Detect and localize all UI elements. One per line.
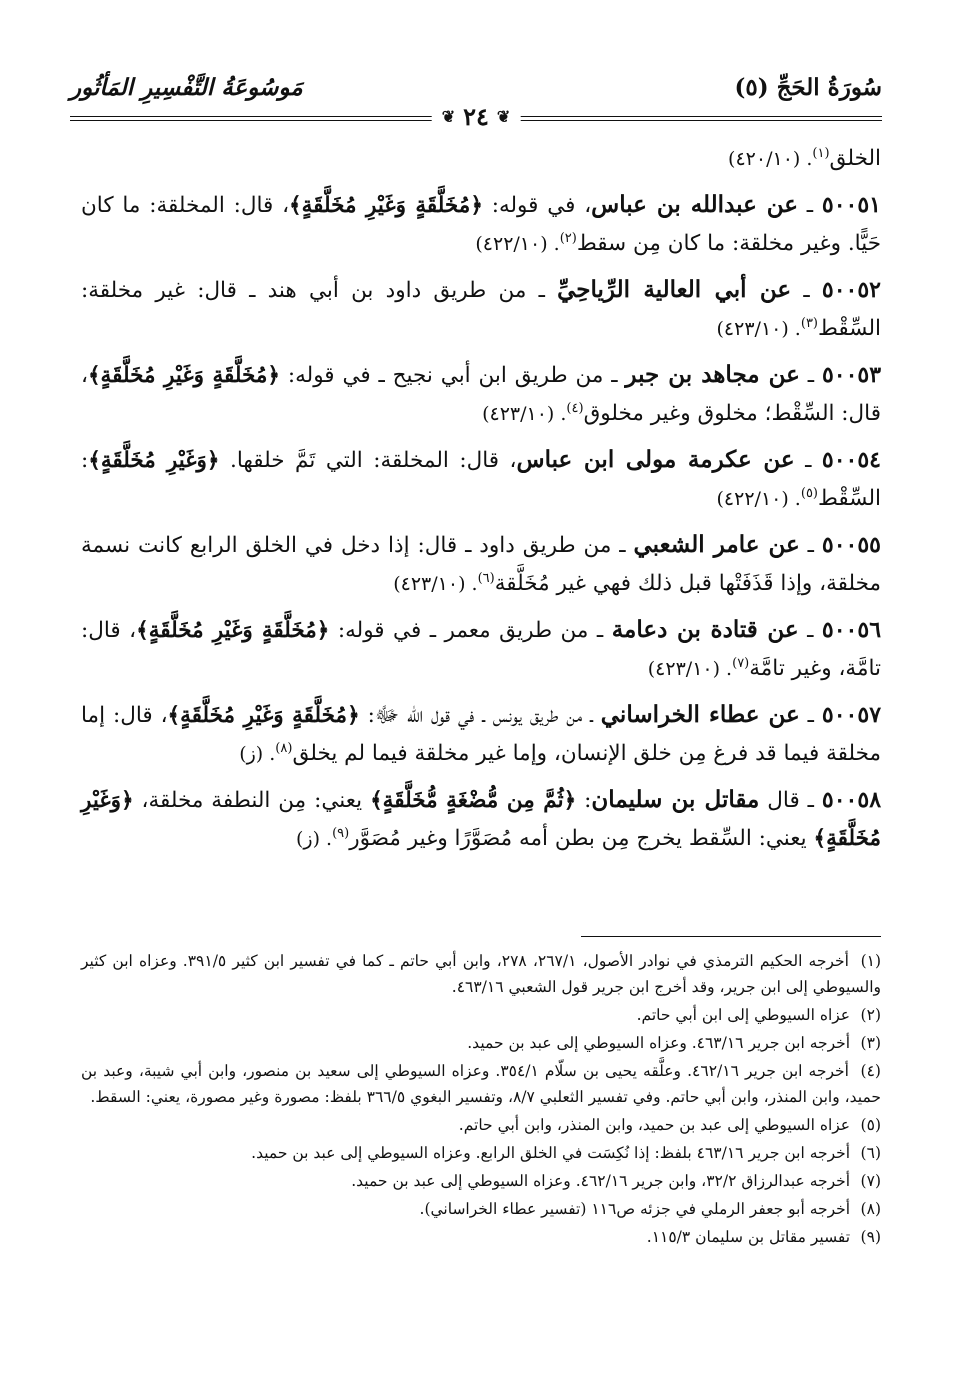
entry-50054: ٥٠٠٥٤ ـ عن عكرمة مولى ابن عباس، قال: المخلقة: التي تَمَّ خلقها. ﴿وَغَيْرِ مُخَلَّقَةٍ﴾: السِّقْط$^{(٥)}$. (٤٢٢/١٠) bbox=[81, 446, 881, 511]
narrator: عن مجاهد بن جبر bbox=[625, 361, 800, 388]
footnote-ref[interactable]: (٦) bbox=[477, 570, 495, 586]
footnote-8: (٨) أخرجه أبو جعفر الرملي في جزئه ص١١٦ (تفسير عطاء الخراساني). bbox=[81, 1196, 881, 1222]
entry-50051: ٥٠٠٥١ ـ عن عبدالله بن عباس، في قوله: ﴿مُخَلَّقَةٍ وَغَيْرِ مُخَلَّقَةٍ﴾، قال: المخلقة: ما كان حَيًّا. وغير مخلقة: ما كان مِن سقط$^{(٢)}$. (٤٢٢/١٠) bbox=[81, 191, 881, 256]
citation: . (٤٢٢/١٠) bbox=[716, 488, 801, 510]
entry-50056: ٥٠٠٥٦ ـ عن قتادة بن دعامة ـ من طريق معمر ـ في قوله: ﴿مُخَلَّقَةٍ وَغَيْرِ مُخَلَّقَةٍ﴾، قال: تامَّة، وغير تامَّة$^{(٧)}$. (٤٢٣/١٠) bbox=[81, 616, 882, 681]
book-title: مَوسُوعَةُ التَّفْسِيرِ المَأثُور bbox=[70, 74, 303, 101]
entry-number: ٥٠٠٥٦ bbox=[821, 617, 882, 643]
footnote-mark: (٨) bbox=[860, 1200, 881, 1218]
citation: . (ز) bbox=[296, 828, 333, 850]
footnote-mark: (٣) bbox=[860, 1034, 881, 1052]
ornament-icon: ❦ bbox=[441, 107, 456, 126]
footnote-5: (٥) عزاه السيوطي إلى عبد بن حميد، وابن المنذر، وابن أبي حاتم. bbox=[81, 1112, 881, 1138]
surah-title: سُورَةُ الحَجِّ (٥) bbox=[734, 74, 882, 101]
citation: . (٤٢٣/١٠) bbox=[482, 403, 567, 425]
entry-50053: ٥٠٠٥٣ ـ عن مجاهد بن جبر ـ من طريق ابن أبي نجيح ـ في قوله: ﴿مُخَلَّقَةٍ وَغَيْرِ مُخَلَّقَةٍ﴾، قال: السِّقْط؛ مخلوق وغير مخلوق$^{(٤)}$. (٤٢٣/١٠) bbox=[81, 361, 882, 426]
footnote-ref[interactable]: (٨) bbox=[275, 740, 293, 756]
main-text bbox=[81, 140, 881, 866]
footnote-9: (٩) تفسير مقاتل بن سليمان ١١٥/٣. bbox=[81, 1224, 881, 1250]
footnote-mark: (٧) bbox=[860, 1172, 881, 1190]
footnote-1: (١) أخرجه الحكيم الترمذي في نوادر الأصول، ٢٦٧/١، ٢٧٨، وابن أبي حاتم ـ كما في تفسير ابن كثير ٣٩١/٥. وعزاه ابن كثير والسيوطي إلى ابن جرير، وقد أخرج ابن جرير قول الشعبي ٤٦٣/١٦. bbox=[81, 948, 881, 1000]
footnote-mark: (١) bbox=[860, 952, 882, 970]
entry-50058: ٥٠٠٥٨ ـ قال مقاتل بن سليمان: ﴿ثُمَّ مِن مُّضْغَةٍ مُّخَلَّقَةٍ﴾ يعني: مِن النطفة مخلقة، ﴿وَغَيْرِ مُخَلَّقَةٍ﴾ يعني: السِّقط يخرج مِن بطن أمه مُصَوَّرًا وغير مُصَوَّر$^{(٩)}$. (ز) bbox=[81, 786, 882, 851]
footnote-mark: (٥) bbox=[860, 1116, 881, 1134]
entry-number: ٥٠٠٥٥ bbox=[821, 532, 881, 558]
entry-50055: ٥٠٠٥٥ ـ عن عامر الشعبي ـ من طريق داود ـ قال: إذا دخل في الخلق الرابع كانت نسمة مخلقة، وإذا قَذَفَتْها قبل ذلك فهي غير مُخَلَّقة$^{(٦)}$. (٤٢٣/١٠) bbox=[81, 531, 881, 596]
footnote-ref[interactable]: (٩) bbox=[332, 825, 350, 841]
entry-number: ٥٠٠٥٢ bbox=[821, 277, 881, 303]
citation: . (٤٢٣/١٠) bbox=[716, 318, 801, 340]
footnote-3: (٣) أخرجه ابن جرير ٤٦٣/١٦. وعزاه السيوطي إلى عبد بن حميد. bbox=[81, 1030, 881, 1056]
quran-quote: ﴿وَغَيْرِ مُخَلَّقَةٍ﴾ bbox=[88, 448, 220, 473]
citation: . (٤٢٢/١٠) bbox=[475, 233, 560, 255]
entry-number: ٥٠٠٥١ bbox=[821, 192, 881, 218]
footnote-7: (٧) أخرجه عبدالرزاق ٣٢/٢، وابن جرير ٤٦٢/١٦. وعزاه السيوطي إلى عبد بن حميد. bbox=[81, 1168, 881, 1194]
footnote-mark: (٤) bbox=[860, 1062, 881, 1080]
footnote-2: (٢) عزاه السيوطي إلى ابن أبي حاتم. bbox=[81, 1002, 881, 1028]
entry-number: ٥٠٠٥٣ bbox=[821, 362, 882, 388]
citation: . (٤٢٣/١٠) bbox=[393, 573, 478, 595]
footnote-mark: (٩) bbox=[860, 1228, 881, 1246]
quran-quote: ﴿مُخَلَّقَةٍ وَغَيْرِ مُخَلَّقَةٍ﴾ bbox=[87, 363, 280, 388]
quran-quote: ﴿ثُمَّ مِن مُّضْغَةٍ مُّخَلَّقَةٍ﴾ bbox=[370, 788, 577, 813]
footnote-mark: (٦) bbox=[860, 1144, 881, 1162]
footnotes bbox=[81, 948, 881, 1252]
quran-quote: ﴿مُخَلَّقَةٍ وَغَيْرِ مُخَلَّقَةٍ﴾ bbox=[289, 193, 483, 218]
page-number-box bbox=[432, 102, 521, 131]
narrator: عن قتادة بن دعامة bbox=[611, 616, 799, 643]
narrator: عن أبي العالية الرِّياحِيِّ bbox=[557, 276, 792, 303]
entry-number: ٥٠٠٥٤ bbox=[821, 447, 881, 473]
citation: . (ز) bbox=[239, 743, 276, 765]
running-header bbox=[70, 68, 882, 131]
citation: . (٤٢٣/١٠) bbox=[647, 658, 733, 680]
footnote-mark: (٢) bbox=[860, 1006, 881, 1024]
quran-quote: ﴿وَغَيْرِ مُخَلَّقَةٍ﴾ bbox=[81, 788, 881, 851]
footnote-ref[interactable]: (٤) bbox=[566, 400, 584, 416]
footnote-4: (٤) أخرجه ابن جرير ٤٦٢/١٦. وعلَّقه يحيى بن سلّام ٣٥٤/١. وعزاه السيوطي إلى سعيد بن منصور، وابن أبي شيبة، وعبد بن حميد، وابن المنذر، وابن أبي حاتم. وفي تفسير الثعلبي ٨/٧، وتفسير البغوي ٣٦٦/٥ بلفظ: مصورة وغير مصورة، يعني: السقط. bbox=[81, 1058, 881, 1110]
footnote-ref[interactable]: (١) bbox=[812, 145, 830, 161]
footnote-ref[interactable]: (٧) bbox=[732, 655, 750, 671]
narrator: عن عكرمة مولى ابن عباس bbox=[516, 446, 795, 473]
narrator: عن عبدالله بن عباس bbox=[591, 191, 798, 218]
intro-line: الخلق$^{(١)}$. (٤٢٠/١٠) bbox=[728, 145, 881, 171]
narrator: عن عطاء الخراساني bbox=[600, 701, 800, 728]
entry-number: ٥٠٠٥٨ bbox=[821, 787, 882, 813]
footnote-6: (٦) أخرجه ابن جرير ٤٦٣/١٦ بلفظ: إذا نُكِسَت في الخلق الرابع. وعزاه السيوطي إلى عبد بن حميد. bbox=[81, 1140, 881, 1166]
entry-50052: ٥٠٠٥٢ ـ عن أبي العالية الرِّياحِيِّ ـ من طريق داود بن أبي هند ـ قال: غير مخلقة: السِّقْط$^{(٣)}$. (٤٢٣/١٠) bbox=[81, 276, 881, 341]
citation: . (٤٢٠/١٠) bbox=[728, 148, 813, 170]
footnote-separator bbox=[581, 936, 881, 937]
footnote-ref[interactable]: (٥) bbox=[800, 485, 818, 501]
entry-50057: ٥٠٠٥٧ ـ عن عطاء الخراساني ـ من طريق يونس ـ في قول الله ﷻ: ﴿مُخَلَّقَةٍ وَغَيْرِ مُخَلَّقَةٍ﴾، قال: إما مخلقة فيما قد فرغ مِن خلق الإنسان، وإما غير مخلقة فيما لم يخلق$^{(٨)}$. (ز) bbox=[81, 701, 882, 766]
narrator: عن عامر الشعبي bbox=[633, 531, 800, 558]
ornament-icon: ❦ bbox=[496, 107, 511, 126]
narrator: مقاتل بن سليمان bbox=[591, 786, 760, 813]
footnote-ref[interactable]: (٣) bbox=[800, 315, 818, 331]
quran-quote: ﴿مُخَلَّقَةٍ وَغَيْرِ مُخَلَّقَةٍ﴾ bbox=[167, 703, 360, 728]
entry-number: ٥٠٠٥٧ bbox=[821, 702, 882, 728]
quran-quote: ﴿مُخَلَّقَةٍ وَغَيْرِ مُخَلَّقَةٍ﴾ bbox=[136, 618, 330, 643]
page-number: ٢٤ bbox=[463, 102, 489, 131]
footnote-ref[interactable]: (٢) bbox=[559, 230, 577, 246]
